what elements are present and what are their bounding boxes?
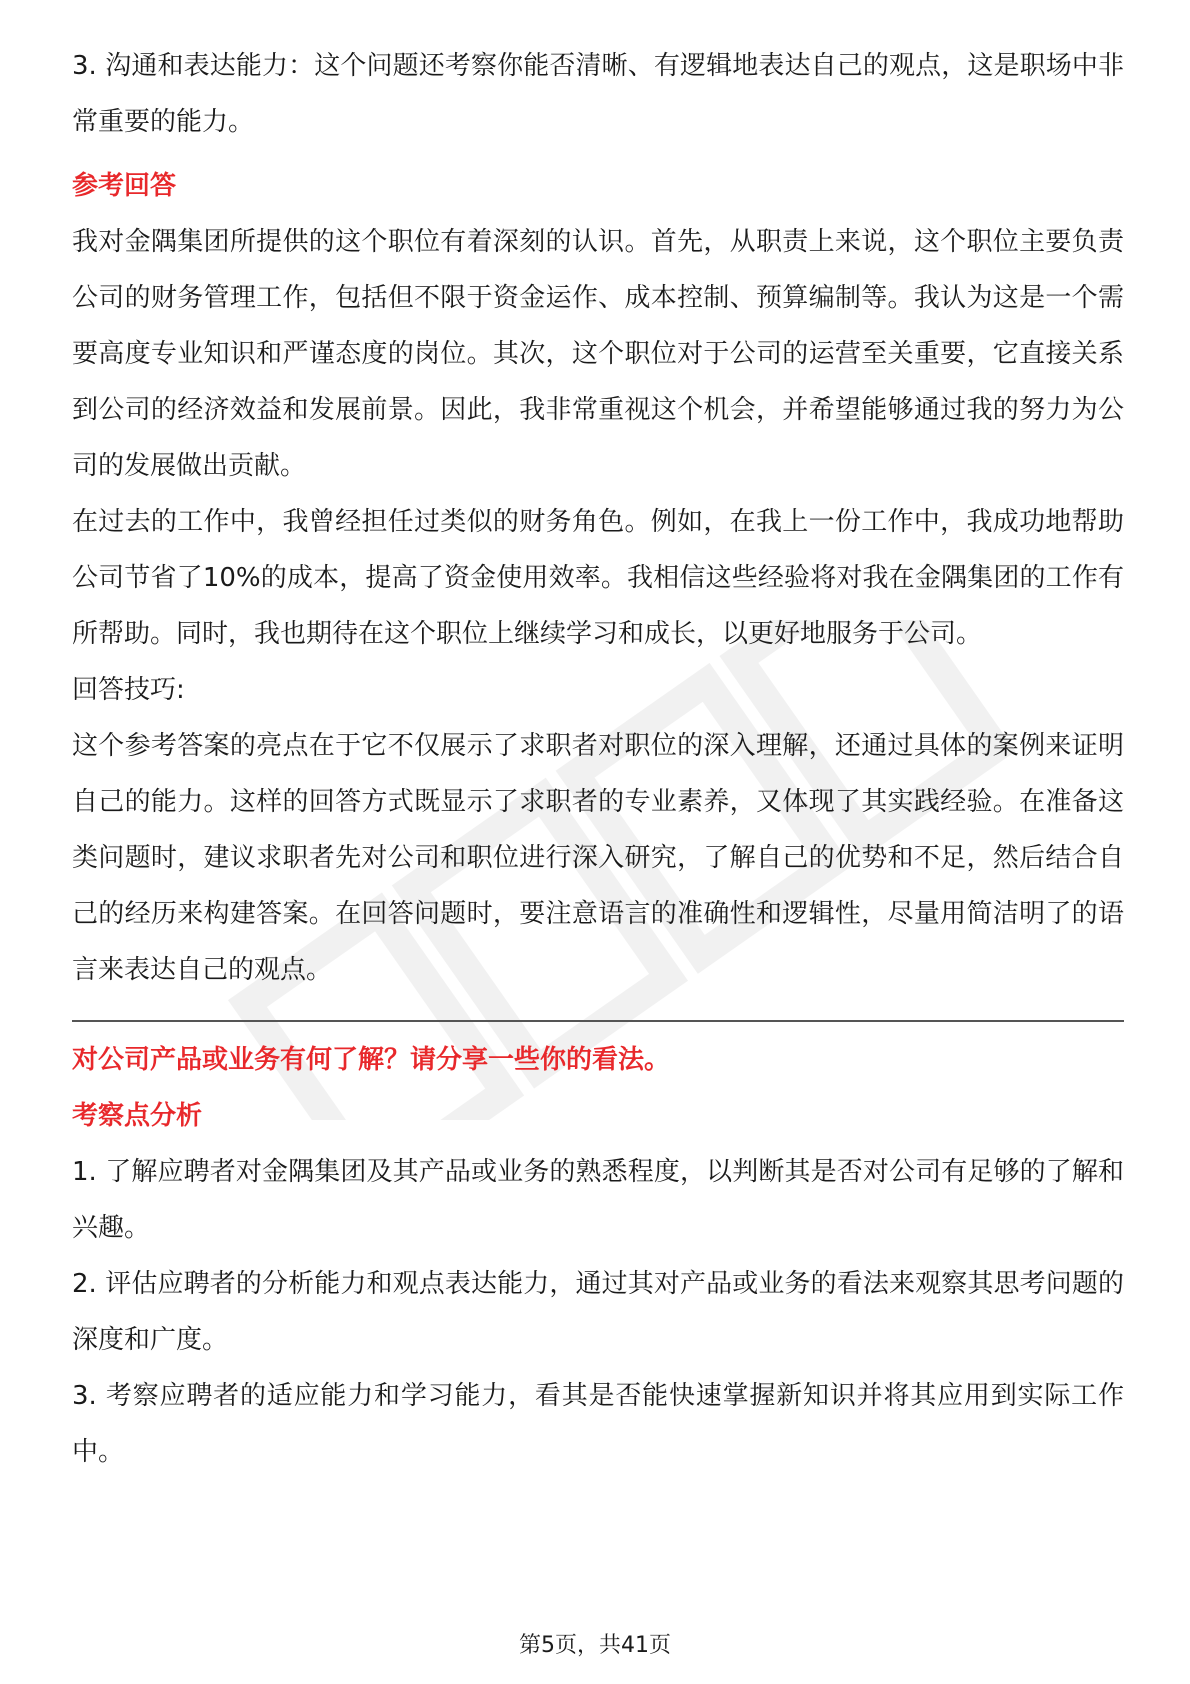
analysis-heading: 考察点分析 [72, 1101, 203, 1131]
section-divider [72, 1020, 1124, 1022]
tips-text: 这个参考答案的亮点在于它不仅展示了求职者对职位的深入理解，还通过具体的案例来证明自己的能力。这样的回答方式既显示了求职者的专业素养，又体现了其实践经验。在准备这类问题时，建议求职者先对公司和职位进行深入研究，了解自己的优势和不足，然后结合自己的经历来构建答案。在回答问题时，要注意语言的准确性和逻辑性，尽量用简洁明了的语言来表达自己的观点。 [72, 731, 1124, 985]
analysis-item-3: 3. 考察应聘者的适应能力和学习能力，看其是否能快速掌握新知识并将其应用到实际工作中。 [72, 1381, 1124, 1467]
intro-item-3: 3. 沟通和表达能力：这个问题还考察你能否清晰、有逻辑地表达自己的观点，这是职场中非常重要的能力。 [72, 51, 1124, 137]
answer-paragraph-2: 在过去的工作中，我曾经担任过类似的财务角色。例如，在我上一份工作中，我成功地帮助公司节省了10%的成本，提高了资金使用效率。我相信这些经验将对我在金隅集团的工作有所帮助。同时，我也期待在这个职位上继续学习和成长，以更好地服务于公司。 [72, 507, 1124, 649]
answer-paragraph-1: 我对金隅集团所提供的这个职位有着深刻的认识。首先，从职责上来说，这个职位主要负责公司的财务管理工作，包括但不限于资金运作、成本控制、预算编制等。我认为这是一个需要高度专业知识和严谨态度的岗位。其次，这个职位对于公司的运营至关重要，它直接关系到公司的经济效益和发展前景。因此，我非常重视这个机会，并希望能够通过我的努力为公司的发展做出贡献。 [72, 227, 1124, 481]
answer-heading: 参考回答 [72, 171, 177, 201]
question-title: 对公司产品或业务有何了解？请分享一些你的看法。 [72, 1045, 671, 1075]
analysis-item-2: 2. 评估应聘者的分析能力和观点表达能力，通过其对产品或业务的看法来观察其思考问题的深度和广度。 [72, 1269, 1124, 1355]
page-footer: 第5页，共41页 [519, 1633, 671, 1658]
document-body [72, 38, 1124, 1480]
tips-label: 回答技巧: [72, 675, 185, 705]
analysis-item-1: 1. 了解应聘者对金隅集团及其产品或业务的熟悉程度，以判断其是否对公司有足够的了解和兴趣。 [72, 1157, 1124, 1243]
